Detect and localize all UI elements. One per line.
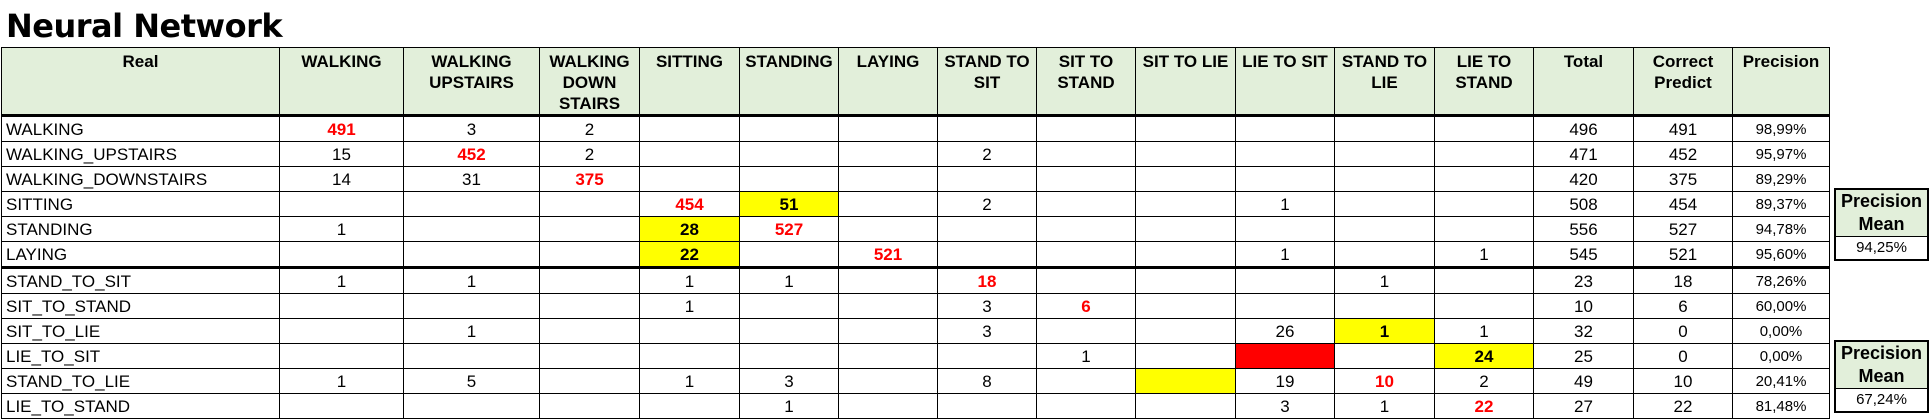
matrix-cell: [1236, 167, 1335, 192]
matrix-cell: [740, 294, 839, 319]
matrix-cell: [540, 217, 640, 242]
column-header: STAND TO LIE: [1335, 48, 1435, 116]
matrix-cell: [1037, 369, 1136, 394]
matrix-cell: [404, 192, 540, 217]
matrix-cell: 1: [640, 268, 740, 294]
matrix-cell: [540, 369, 640, 394]
correct-predict-cell: 6: [1634, 294, 1733, 319]
matrix-cell: [1136, 167, 1236, 192]
matrix-cell: [404, 394, 540, 419]
table-row: [2, 319, 1830, 344]
matrix-cell: 454: [640, 192, 740, 217]
matrix-cell: [404, 242, 540, 268]
precision-cell: 0,00%: [1733, 344, 1830, 369]
matrix-cell: 3: [938, 294, 1037, 319]
matrix-cell: [839, 268, 938, 294]
matrix-cell: [540, 294, 640, 319]
matrix-cell: 15: [280, 142, 404, 167]
matrix-cell: [1136, 217, 1236, 242]
correct-predict-cell: 527: [1634, 217, 1733, 242]
matrix-cell: [839, 369, 938, 394]
table-row: [2, 294, 1830, 319]
matrix-cell: 1: [1037, 344, 1136, 369]
table-row: [2, 344, 1830, 369]
matrix-cell: 1: [404, 268, 540, 294]
matrix-cell: [1236, 217, 1335, 242]
row-label: WALKING: [2, 116, 280, 142]
matrix-cell: 24: [1435, 344, 1534, 369]
precision-mean-box: [1834, 188, 1929, 261]
matrix-cell: [839, 142, 938, 167]
matrix-cell: [1335, 192, 1435, 217]
matrix-cell: 3: [1236, 394, 1335, 419]
precision-cell: 98,99%: [1733, 116, 1830, 142]
row-label: WALKING_UPSTAIRS: [2, 142, 280, 167]
precision-mean-label: Precision Mean: [1836, 342, 1927, 389]
total-cell: 508: [1534, 192, 1634, 217]
table-row: [2, 167, 1830, 192]
matrix-cell: [640, 142, 740, 167]
matrix-cell: 3: [740, 369, 839, 394]
row-label: LAYING: [2, 242, 280, 268]
column-header: Correct Predict: [1634, 48, 1733, 116]
matrix-cell: [1236, 268, 1335, 294]
matrix-cell: 1: [1236, 192, 1335, 217]
column-header: LIE TO SIT: [1236, 48, 1335, 116]
matrix-cell: 22: [640, 242, 740, 268]
total-cell: 27: [1534, 394, 1634, 419]
matrix-cell: [1335, 167, 1435, 192]
table-row: [2, 142, 1830, 167]
column-header: SITTING: [640, 48, 740, 116]
matrix-cell: [1037, 268, 1136, 294]
precision-cell: 94,78%: [1733, 217, 1830, 242]
row-label: WALKING_DOWNSTAIRS: [2, 167, 280, 192]
matrix-cell: 2: [938, 192, 1037, 217]
matrix-cell: [1136, 242, 1236, 268]
matrix-cell: [740, 344, 839, 369]
matrix-cell: [938, 217, 1037, 242]
matrix-cell: 1: [640, 369, 740, 394]
matrix-cell: [938, 394, 1037, 419]
total-cell: 496: [1534, 116, 1634, 142]
matrix-cell: 5: [404, 369, 540, 394]
matrix-cell: [280, 242, 404, 268]
total-cell: 23: [1534, 268, 1634, 294]
matrix-cell: [1435, 217, 1534, 242]
matrix-cell: 1: [280, 268, 404, 294]
matrix-cell: [1335, 142, 1435, 167]
table-row: [2, 192, 1830, 217]
matrix-cell: [1335, 294, 1435, 319]
table-row: [2, 116, 1830, 142]
row-label: STAND_TO_SIT: [2, 268, 280, 294]
matrix-cell: [938, 242, 1037, 268]
matrix-cell: 452: [404, 142, 540, 167]
matrix-cell: [280, 344, 404, 369]
matrix-cell: [1335, 242, 1435, 268]
correct-predict-cell: 10: [1634, 369, 1733, 394]
precision-mean-value: 67,24%: [1856, 391, 1907, 408]
matrix-cell: [540, 242, 640, 268]
row-label: SIT_TO_STAND: [2, 294, 280, 319]
matrix-cell: [839, 192, 938, 217]
column-header: WALKING DOWN STAIRS: [540, 48, 640, 116]
matrix-cell: [540, 268, 640, 294]
table-row: [2, 217, 1830, 242]
correct-predict-cell: 375: [1634, 167, 1733, 192]
matrix-cell: 3: [938, 319, 1037, 344]
matrix-cell: [1335, 344, 1435, 369]
matrix-cell: [1335, 116, 1435, 142]
total-cell: 10: [1534, 294, 1634, 319]
table-row: [2, 242, 1830, 268]
matrix-cell: [839, 167, 938, 192]
matrix-cell: [540, 394, 640, 419]
table-row: [2, 394, 1830, 419]
column-header: WALKING: [280, 48, 404, 116]
matrix-cell: [540, 192, 640, 217]
precision-cell: 95,60%: [1733, 242, 1830, 268]
matrix-cell: 1: [1435, 319, 1534, 344]
matrix-cell: [740, 167, 839, 192]
matrix-cell: [839, 319, 938, 344]
matrix-cell: [280, 394, 404, 419]
matrix-cell: 19: [1236, 369, 1335, 394]
matrix-cell: [540, 344, 640, 369]
matrix-cell: 2: [938, 142, 1037, 167]
matrix-cell: 1: [640, 294, 740, 319]
matrix-cell: [280, 192, 404, 217]
total-cell: 471: [1534, 142, 1634, 167]
precision-cell: 89,37%: [1733, 192, 1830, 217]
column-header: SIT TO LIE: [1136, 48, 1236, 116]
matrix-cell: 1: [1335, 394, 1435, 419]
matrix-cell: [1435, 167, 1534, 192]
precision-mean-value: 94,25%: [1856, 239, 1907, 256]
matrix-cell: [1136, 344, 1236, 369]
confusion-matrix-table: [1, 47, 1830, 419]
matrix-cell: [1037, 217, 1136, 242]
column-header: WALKING UPSTAIRS: [404, 48, 540, 116]
matrix-cell: [1136, 268, 1236, 294]
correct-predict-cell: 0: [1634, 344, 1733, 369]
precision-cell: 89,29%: [1733, 167, 1830, 192]
matrix-cell: 2: [540, 116, 640, 142]
matrix-cell: [1037, 167, 1136, 192]
matrix-cell: [1136, 192, 1236, 217]
matrix-cell: 1: [740, 394, 839, 419]
matrix-cell: 26: [1236, 319, 1335, 344]
matrix-cell: [280, 294, 404, 319]
matrix-cell: 6: [1037, 294, 1136, 319]
correct-predict-cell: 521: [1634, 242, 1733, 268]
matrix-cell: [1136, 294, 1236, 319]
matrix-cell: 3: [404, 116, 540, 142]
matrix-cell: [1136, 142, 1236, 167]
column-header: Real: [2, 48, 280, 116]
precision-cell: 95,97%: [1733, 142, 1830, 167]
matrix-cell: [540, 319, 640, 344]
matrix-cell: 1: [1335, 319, 1435, 344]
correct-predict-cell: 454: [1634, 192, 1733, 217]
precision-cell: 0,00%: [1733, 319, 1830, 344]
matrix-cell: [1236, 344, 1335, 369]
matrix-cell: [1136, 116, 1236, 142]
column-header: LAYING: [839, 48, 938, 116]
table-header-row: [2, 48, 1830, 116]
correct-predict-cell: 491: [1634, 116, 1733, 142]
matrix-cell: [1136, 369, 1236, 394]
total-cell: 545: [1534, 242, 1634, 268]
matrix-cell: [839, 217, 938, 242]
total-cell: 556: [1534, 217, 1634, 242]
matrix-cell: 2: [1435, 369, 1534, 394]
precision-mean-box: [1834, 340, 1929, 413]
matrix-cell: 1: [280, 217, 404, 242]
matrix-cell: 22: [1435, 394, 1534, 419]
matrix-cell: [1037, 142, 1136, 167]
column-header: SIT TO STAND: [1037, 48, 1136, 116]
matrix-cell: [839, 116, 938, 142]
matrix-cell: 14: [280, 167, 404, 192]
matrix-cell: [1136, 394, 1236, 419]
row-label: LIE_TO_STAND: [2, 394, 280, 419]
matrix-cell: 521: [839, 242, 938, 268]
row-label: LIE_TO_SIT: [2, 344, 280, 369]
precision-mean-label: Precision Mean: [1836, 190, 1927, 237]
matrix-cell: 1: [1335, 268, 1435, 294]
matrix-cell: [938, 167, 1037, 192]
precision-cell: 60,00%: [1733, 294, 1830, 319]
table-row: [2, 268, 1830, 294]
table-row: [2, 369, 1830, 394]
matrix-cell: [1236, 116, 1335, 142]
matrix-cell: [640, 319, 740, 344]
row-label: SIT_TO_LIE: [2, 319, 280, 344]
matrix-cell: [938, 116, 1037, 142]
matrix-cell: 491: [280, 116, 404, 142]
matrix-cell: [640, 116, 740, 142]
matrix-cell: 527: [740, 217, 839, 242]
matrix-cell: [280, 319, 404, 344]
matrix-cell: 18: [938, 268, 1037, 294]
matrix-cell: [1037, 319, 1136, 344]
matrix-cell: 1: [740, 268, 839, 294]
matrix-cell: 8: [938, 369, 1037, 394]
matrix-cell: 1: [280, 369, 404, 394]
matrix-cell: [1236, 294, 1335, 319]
matrix-cell: 375: [540, 167, 640, 192]
correct-predict-cell: 0: [1634, 319, 1733, 344]
matrix-cell: [1335, 217, 1435, 242]
matrix-cell: [640, 394, 740, 419]
matrix-cell: 51: [740, 192, 839, 217]
matrix-cell: [1435, 142, 1534, 167]
precision-cell: 20,41%: [1733, 369, 1830, 394]
matrix-cell: [740, 116, 839, 142]
precision-cell: 78,26%: [1733, 268, 1830, 294]
matrix-cell: [1037, 192, 1136, 217]
matrix-cell: [1435, 116, 1534, 142]
matrix-cell: [1435, 192, 1534, 217]
precision-cell: 81,48%: [1733, 394, 1830, 419]
correct-predict-cell: 18: [1634, 268, 1733, 294]
row-label: SITTING: [2, 192, 280, 217]
matrix-cell: [404, 344, 540, 369]
column-header: LIE TO STAND: [1435, 48, 1534, 116]
matrix-cell: 1: [1236, 242, 1335, 268]
correct-predict-cell: 22: [1634, 394, 1733, 419]
page-title: Neural Network: [6, 7, 283, 45]
matrix-cell: 2: [540, 142, 640, 167]
column-header: Total: [1534, 48, 1634, 116]
matrix-cell: 28: [640, 217, 740, 242]
total-cell: 420: [1534, 167, 1634, 192]
matrix-cell: 31: [404, 167, 540, 192]
matrix-cell: [938, 344, 1037, 369]
matrix-cell: [740, 142, 839, 167]
matrix-cell: [1037, 116, 1136, 142]
matrix-cell: 1: [404, 319, 540, 344]
matrix-cell: [404, 294, 540, 319]
matrix-cell: [839, 344, 938, 369]
column-header: Precision: [1733, 48, 1830, 116]
matrix-cell: [1136, 319, 1236, 344]
matrix-cell: [640, 167, 740, 192]
row-label: STAND_TO_LIE: [2, 369, 280, 394]
total-cell: 49: [1534, 369, 1634, 394]
total-cell: 32: [1534, 319, 1634, 344]
correct-predict-cell: 452: [1634, 142, 1733, 167]
total-cell: 25: [1534, 344, 1634, 369]
matrix-cell: [404, 217, 540, 242]
matrix-cell: [740, 319, 839, 344]
column-header: STAND TO SIT: [938, 48, 1037, 116]
matrix-cell: [1236, 142, 1335, 167]
column-header: STANDING: [740, 48, 839, 116]
matrix-cell: 10: [1335, 369, 1435, 394]
matrix-cell: [839, 294, 938, 319]
matrix-cell: [1037, 242, 1136, 268]
matrix-cell: [1435, 294, 1534, 319]
matrix-cell: [1037, 394, 1136, 419]
row-label: STANDING: [2, 217, 280, 242]
matrix-cell: 1: [1435, 242, 1534, 268]
matrix-cell: [839, 394, 938, 419]
matrix-cell: [640, 344, 740, 369]
matrix-cell: [1435, 268, 1534, 294]
matrix-cell: [740, 242, 839, 268]
